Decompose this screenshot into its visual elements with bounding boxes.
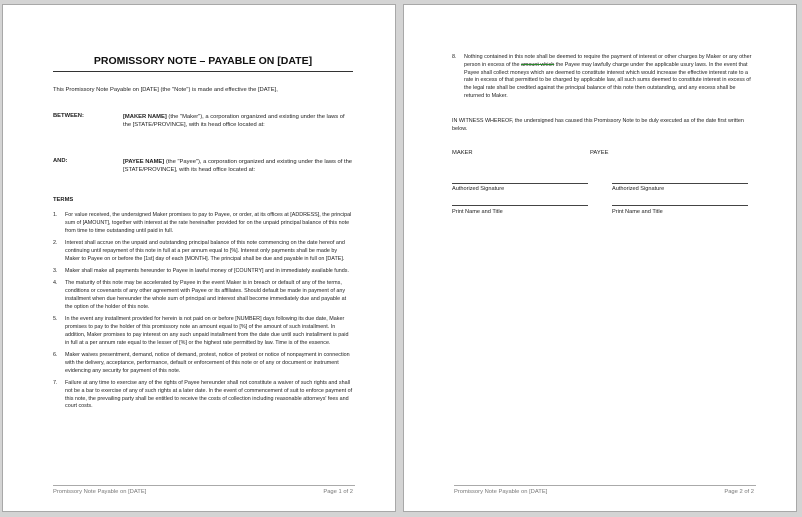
and-label: AND: [53, 158, 68, 164]
maker-signature-line [452, 183, 588, 184]
term-item [53, 268, 353, 276]
footer-divider [53, 485, 355, 486]
term-number: 2. [53, 239, 58, 246]
term-number: 4. [53, 280, 58, 287]
payee-signature-line [612, 183, 748, 184]
intro-paragraph: This Promissory Note Payable on [DATE] (the "Note") is made and effective the [DATE], [53, 87, 278, 93]
term-text-continued: the Payee may lawfully charge under the applicable usury laws. In the event that Payee shall collect moneys which are deemed to constitute interest which would increase the effective interest rate to a rate in excess of that permitted to be charged by applicable law, all such sums deemed to constitute interest in excess of the legal rate shall be credited against the principal balance of this note then outstanding, and any excess shall be returned to Maker. [464, 61, 751, 99]
payee-print-name: Print Name and Title [612, 209, 663, 215]
term-text: Interest shall accrue on the unpaid and outstanding principal balance of this note commencing on the date hereof and continuing until repayment of this note in full at a per annum equal to [%]. Interest only payments shall be made by Maker to Payee on or before the [1st] day of each [MONTH]. The principal shall be due and payable in full on [DATE]. [65, 239, 345, 262]
terms-heading: TERMS [53, 197, 74, 203]
term-text: Nothing contained in this note shall be deemed to require the payment of interest or other charges by Maker or any other person in excess of the [464, 54, 752, 68]
term-number: 1. [53, 212, 58, 218]
maker-authorized-signature: Authorized Signature [452, 186, 505, 192]
tracked-deletion: amount which [520, 61, 555, 68]
term-item [53, 280, 353, 311]
maker-label: MAKER [452, 150, 473, 156]
payee-description: (the "Payee"), a corporation organized and existing under the laws of the [STATE/PROVINCE], with its head office located at: [123, 159, 353, 173]
payee-name-line [612, 205, 748, 206]
term-item [53, 316, 353, 347]
term-number: 5. [53, 316, 58, 323]
term-text: Failure at any time to exercise any of the rights of Payee hereunder shall not constitute a waiver of such rights and shall not be a bar to exercise of any of such rights at a later date. In the event of commencement of suit to enforce payment of this note, the prevailing party shall be entitled to receive the costs of collection including reasonable attorneys' fees and court costs. [65, 379, 353, 410]
document-page-2 [403, 4, 797, 512]
payee-authorized-signature: Authorized Signature [612, 186, 665, 192]
term-item [53, 240, 353, 263]
term-text: In the event any installment provided for herein is not paid on or before [NUMBER] days following its due date, Maker promises to pay to the holder of this promissory note an amount equal to [%] of the amount of such installment. In addition, Maker promises to pay interest on any such unpaid installment from the date due until such installment is paid in full at a per annum rate equal to the lesser of [%] or the highest rate permitted by law. Time is of the essence. [65, 316, 349, 346]
payee-party-text [123, 158, 353, 174]
maker-description: (the "Maker"), a corporation organized and existing under the laws of the [STATE/PROVINCE], with its head office located at: [123, 114, 345, 128]
term-item [452, 54, 752, 101]
title-underline [53, 71, 353, 72]
page-number: Page 2 of 2 [724, 489, 754, 495]
footer-divider [454, 485, 756, 486]
footer-title: Promissory Note Payable on [DATE] [454, 489, 548, 495]
term-number: 7. [53, 379, 58, 386]
term-text: Maker waives presentment, demand, notice of demand, protest, notice of protest or notice of nonpayment in connection with the delivery, acceptance, performance, default or enforcement of this note or of any or document or instrument evidencing any security for payment of this note. [65, 351, 350, 374]
maker-print-name: Print Name and Title [452, 209, 503, 215]
footer-title: Promissory Note Payable on [DATE] [53, 489, 147, 495]
maker-name: [MAKER NAME] [123, 114, 167, 120]
page-number: Page 1 of 2 [323, 489, 353, 495]
term-text: Maker shall make all payments hereunder to Payee in lawful money of [COUNTRY] and in immediately available funds. [65, 267, 349, 274]
maker-party-text [123, 113, 353, 129]
terms-list [53, 212, 353, 416]
term-item [53, 212, 353, 235]
term-text: For value received, the undersigned Maker promises to pay to Payee, or order, at its offices at [ADDRESS], the principal sum of [AMOUNT], together with interest at the rate hereinafter provided for on the unpaid principal balance of this note from time to time outstanding until paid in full. [65, 212, 352, 234]
term-item [53, 352, 353, 375]
term-number: 8. [452, 54, 457, 60]
document-page-1 [2, 4, 396, 512]
payee-name: [PAYEE NAME] [123, 159, 165, 165]
term-number: 3. [53, 267, 58, 274]
term-text: The maturity of this note may be accelerated by Payee in the event Maker is in breach or default of any of the terms, conditions or covenants of any other agreement with Payee or its affiliates. Should default be made in payment of any installment when due hereunder the whole sum of principal and interest shall become immediately due and payable at the option of the holder of this note. [65, 280, 347, 310]
witness-paragraph: IN WITNESS WHEREOF, the undersigned has caused this Promissory Note to be duly executed as of the date first written below. [452, 118, 744, 132]
between-label: BETWEEN: [53, 113, 84, 119]
payee-label: PAYEE [590, 150, 609, 156]
maker-name-line [452, 205, 588, 206]
term-number: 6. [53, 351, 58, 358]
term-item [53, 380, 353, 411]
document-title: PROMISSORY NOTE – PAYABLE ON [DATE] [93, 55, 313, 67]
